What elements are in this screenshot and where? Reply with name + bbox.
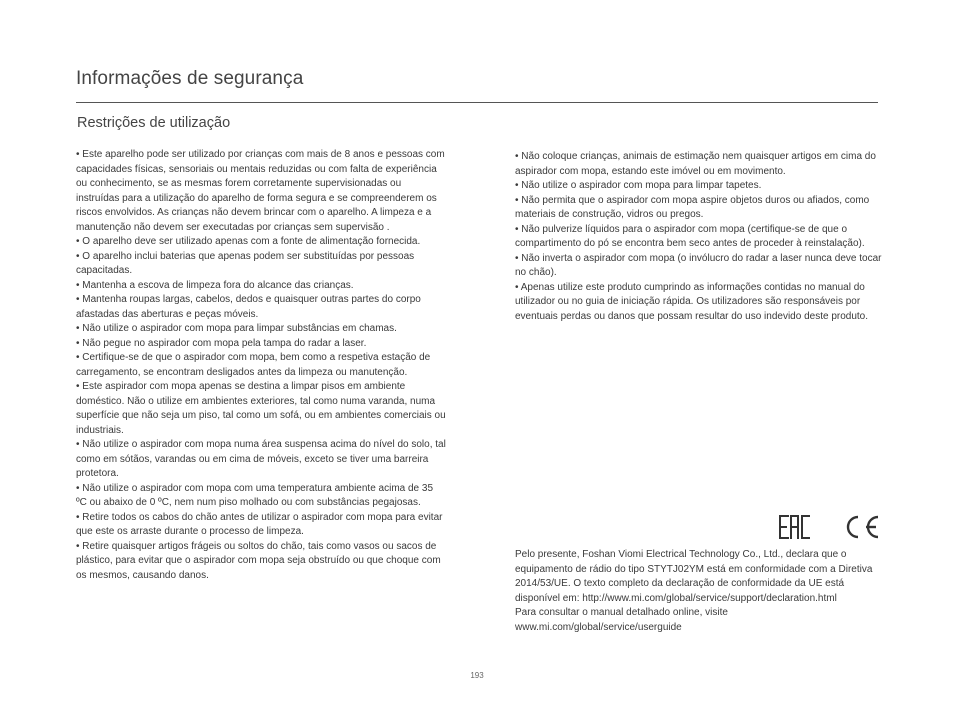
ce-mark-icon [848,517,878,537]
left-paragraph: • Mantenha roupas largas, cabelos, dedos e quaisquer outras partes do corpo afastadas das aberturas e peças móveis. [76,294,421,320]
left-paragraph: • Este aparelho pode ser utilizado por crianças com mais de 8 anos e pessoas com capacidades físicas, sensoriais ou mentais reduzidas ou com falta de experiência ou conhecimento, se as mesmas forem corretamente supervisionadas ou instruídas para a utilização do aparelho de forma segura e se compreenderem os riscos envolvidos. As crianças não devem brincar com o aparelho. A limpeza e a manutenção não devem ser executadas por crianças sem supervisão . [76,149,445,233]
left-paragraph: • Retire quaisquer artigos frágeis ou soltos do chão, tais como vasos ou sacos de plástico, para evitar que o aspirador com mopa seja obstruído ou que choque com os mesmos, causando danos. [76,540,441,581]
left-paragraph: • O aparelho inclui baterias que apenas podem ser substituídas por pessoas capacitadas. [76,250,415,276]
left-paragraph: • Certifique-se de que o aspirador com mopa, bem como a respetiva estação de carregamento, se encontram desligados antes da limpeza ou manutenção. [76,352,431,378]
left-paragraph: • Não utilize o aspirador com mopa numa área suspensa acima do nível do solo, tal como em sótãos, varandas ou em cima de móveis, exceto se tiver uma barreira protetora. [76,439,446,479]
page-number: 193 [470,671,484,680]
right-column [515,150,883,324]
declaration-block [515,548,887,636]
left-paragraph: • Não utilize o aspirador com mopa para limpar substâncias em chamas. [76,323,397,334]
left-paragraph: • Retire todos os cabos do chão antes de utilizar o aspirador com mopa para evitar que este os arraste durante o processo de limpeza. [76,511,443,537]
left-paragraph: • Mantenha a escova de limpeza fora do alcance das crianças. [76,279,354,291]
right-paragraph: • Não utilize o aspirador com mopa para limpar tapetes. [515,180,762,191]
right-paragraph: • Não permita que o aspirador com mopa aspire objetos duros ou afiados, como materiais de construção, vidros ou pregos. [515,194,870,220]
right-paragraph: • Não pulverize líquidos para o aspirador com mopa (certifique-se de que o compartimento do pó se encontra bem seco antes de proceder à reinstalação). [515,223,865,249]
eac-mark-icon [780,516,809,538]
left-paragraph: • Não pegue no aspirador com mopa pela tampa do radar a laser. [76,337,367,349]
manual-link-text: Para consultar o manual detalhado online, visite www.mi.com/global/service/userguide [515,607,728,633]
left-paragraph: • Não utilize o aspirador com mopa com uma temperatura ambiente acima de 35 ºC ou abaixo de 0 ºC, nem num piso molhado ou com substâncias pegajosas. [76,482,434,508]
certification-marks [778,512,884,542]
right-paragraph: • Não coloque crianças, animais de estimação nem quaisquer artigos em cima do aspirador com mopa, estando este imóvel ou em movimento. [515,151,876,177]
left-paragraph: • Este aspirador com mopa apenas se destina a limpar pisos em ambiente doméstico. Não o utilize em ambientes exteriores, tal como numa varanda, numa superfície que não seja um piso, tal como um sofá, ou em ambientes comerciais ou industriais. [76,381,446,436]
declaration-text: Pelo presente, Foshan Viomi Electrical Technology Co., Ltd., declara que o equipamento de rádio do tipo STYTJ02YM está em conformidade com a Diretiva 2014/53/UE. O texto completo da declaração de conformidade da UE está disponível em: http://www.mi.com/global/service/support/declaration.html [515,549,873,604]
left-paragraph: • O aparelho deve ser utilizado apenas com a fonte de alimentação fornecida. [76,236,421,247]
left-column [76,148,446,583]
page-title: Informações de segurança [76,68,304,89]
title-divider [76,102,878,103]
right-paragraph: • Não inverta o aspirador com mopa (o invólucro do radar a laser nunca deve tocar no chão). [515,252,882,278]
section-title: Restrições de utilização [77,115,231,131]
right-paragraph: • Apenas utilize este produto cumprindo as informações contidas no manual do utilizador ou no guia de iniciação rápida. Os utilizadores são responsáveis por eventuais perdas ou danos que possam resultar do uso indevido deste produto. [515,281,869,322]
